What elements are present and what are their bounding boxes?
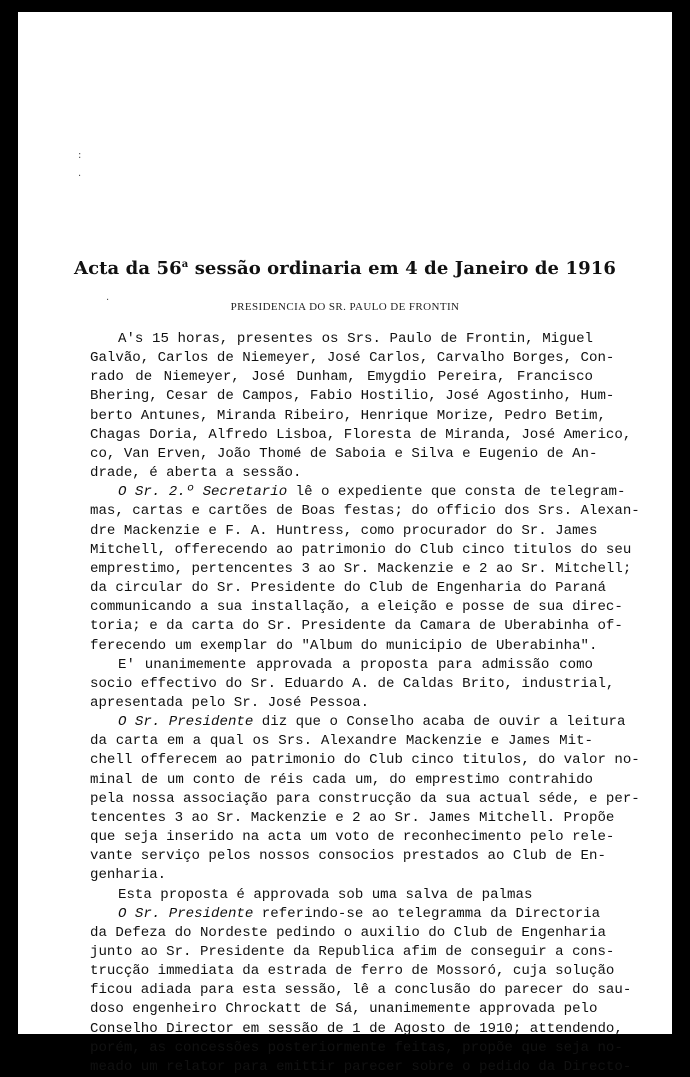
text-line — [90, 943, 615, 962]
text-line — [90, 637, 598, 656]
text-line — [90, 828, 615, 847]
scan-speck: . — [78, 168, 82, 179]
line-text: dre Mackenzie e F. A. Huntress, como procurador do Sr. James — [90, 522, 598, 539]
text-line — [90, 522, 598, 541]
scan-speck: : — [78, 150, 82, 161]
text-line — [90, 866, 593, 885]
text-line — [90, 1020, 623, 1039]
text-line — [90, 368, 593, 387]
text-line — [90, 924, 606, 943]
text-line — [90, 771, 593, 790]
line-text: rado de Niemeyer, José Dunham, Emygdio Pereira, Francisco — [90, 369, 593, 386]
line-text: ficou adiada para esta sessão, lê a conclusão do parecer do sau- — [90, 982, 632, 999]
text-line — [90, 330, 593, 349]
text-line — [90, 751, 640, 770]
line-text: drade, é aberta a sessão. — [90, 465, 302, 482]
text-line — [90, 464, 593, 483]
session-title: Acta da 56$^a$ sessão ordinaria em 4 de Janeiro de 1916 — [74, 258, 616, 279]
line-text: da carta em a qual os Srs. Alexandre Mackenzie e James Mit- — [90, 733, 593, 750]
speaker-label: O Sr. Presidente — [118, 905, 254, 922]
line-text: da Defeza do Nordeste pedindo o auxilio do Club de Engenharia — [90, 924, 606, 941]
line-text: emprestimo, pertencentes 3 ao Sr. Mackenzie e 2 ao Sr. Mitchell; — [90, 560, 632, 577]
text-line — [90, 1058, 632, 1077]
line-text: doso engenheiro Chrockatt de Sá, unanimemente approvada pelo — [90, 1001, 598, 1018]
line-text: que seja inserido na acta um voto de reconhecimento pelo rele- — [90, 829, 615, 846]
scan-speck: . — [106, 292, 110, 303]
text-line — [90, 790, 640, 809]
line-text: communicando a sua installação, a eleição e posse de sua direc- — [90, 599, 623, 616]
line-text: ferecendo um exemplar do "Album do municipio de Uberabinha". — [90, 637, 598, 654]
line-text: Galvão, Carlos de Niemeyer, José Carlos, Carvalho Borges, Con- — [90, 350, 615, 367]
line-text: Bhering, Cesar de Campos, Fabio Hostilio, José Agostinho, Hum- — [90, 388, 615, 405]
document-page — [18, 12, 672, 1075]
line-text: berto Antunes, Miranda Ribeiro, Henrique Morize, Pedro Betim, — [90, 407, 606, 424]
text-line — [90, 560, 632, 579]
line-text: A's 15 horas, presentes os Srs. Paulo de Frontin, Miguel — [118, 331, 593, 347]
line-text: referindo-se ao telegramma da Directoria — [253, 905, 601, 922]
text-line — [90, 675, 615, 694]
line-text: pela nossa associação para construcção da sua actual séde, e per- — [90, 790, 640, 807]
text-line — [90, 847, 606, 866]
line-text: vante serviço pelos nossos consocios prestados ao Club de En- — [90, 848, 606, 865]
line-text: E' unanimemente approvada a proposta para admissão como — [118, 656, 593, 673]
text-line — [90, 1039, 623, 1058]
text-line — [90, 387, 615, 406]
text-line — [90, 713, 626, 732]
text-line — [90, 541, 632, 560]
presidency-line: PRESIDENCIA DO SR. PAULO DE FRONTIN — [230, 301, 460, 313]
text-line — [90, 502, 640, 521]
text-line — [90, 349, 615, 368]
minutes-body — [90, 330, 640, 1077]
text-line — [90, 962, 615, 981]
text-line — [90, 407, 606, 426]
line-text: da circular do Sr. Presidente do Club de Engenharia do Paraná — [90, 580, 606, 597]
text-line — [90, 981, 632, 1000]
text-line — [90, 426, 632, 445]
line-text: meado um relator para emittir parecer sobre o pedido da Directo- — [90, 1058, 632, 1075]
text-line — [90, 483, 626, 502]
line-text: junto ao Sr. Presidente da Republica afim de conseguir a cons- — [90, 944, 615, 960]
line-text: genharia. — [90, 867, 167, 884]
text-line — [90, 886, 593, 905]
text-line — [90, 809, 615, 828]
text-line — [90, 905, 601, 924]
line-text: Esta proposta é approvada sob uma salva de palmas — [118, 886, 533, 903]
line-text: minal de um conto de réis cada um, do emprestimo contrahido — [90, 771, 593, 788]
text-line — [90, 445, 598, 464]
line-text: Mitchell, offerecendo ao patrimonio do Club cinco titulos do seu — [90, 541, 632, 558]
text-line — [90, 598, 623, 617]
line-text: toria; e da carta do Sr. Presidente da Camara de Uberabinha of- — [90, 618, 623, 635]
line-text: apresentada pelo Sr. José Pessoa. — [90, 694, 370, 711]
text-line — [90, 1000, 598, 1019]
line-text: Conselho Director em sessão de 1 de Agosto de 1910; attendendo, — [90, 1020, 623, 1037]
line-text: diz que o Conselho acaba de ouvir a leitura — [253, 714, 626, 731]
text-line — [90, 732, 593, 751]
line-text: lê o expediente que consta de telegram- — [287, 484, 626, 501]
line-text: mas, cartas e cartões de Boas festas; do officio dos Srs. Alexan- — [90, 503, 640, 520]
speaker-label: O Sr. Presidente — [118, 714, 254, 731]
line-text: socio effectivo do Sr. Eduardo A. de Caldas Brito, industrial, — [90, 675, 615, 692]
line-text: chell offerecem ao patrimonio do Club cinco titulos, do valor no- — [90, 752, 640, 769]
text-line — [90, 694, 593, 713]
text-line — [90, 579, 606, 598]
line-text: co, Van Erven, João Thomé de Saboia e Silva e Eugenio de An- — [90, 445, 598, 462]
line-text: tencentes 3 ao Sr. Mackenzie e 2 ao Sr. James Mitchell. Propõe — [90, 809, 615, 826]
line-text: porém, as concessões posteriormente feitas, propõe que seja no- — [90, 1039, 623, 1056]
line-text: trucção immediata da estrada de ferro de Mossoró, cuja solução — [90, 963, 615, 980]
speaker-label: O Sr. 2.º Secretario — [118, 484, 288, 501]
text-line — [90, 656, 593, 675]
text-line — [90, 617, 623, 636]
line-text: Chagas Doria, Alfredo Lisboa, Floresta de Miranda, José Americo, — [90, 426, 632, 443]
